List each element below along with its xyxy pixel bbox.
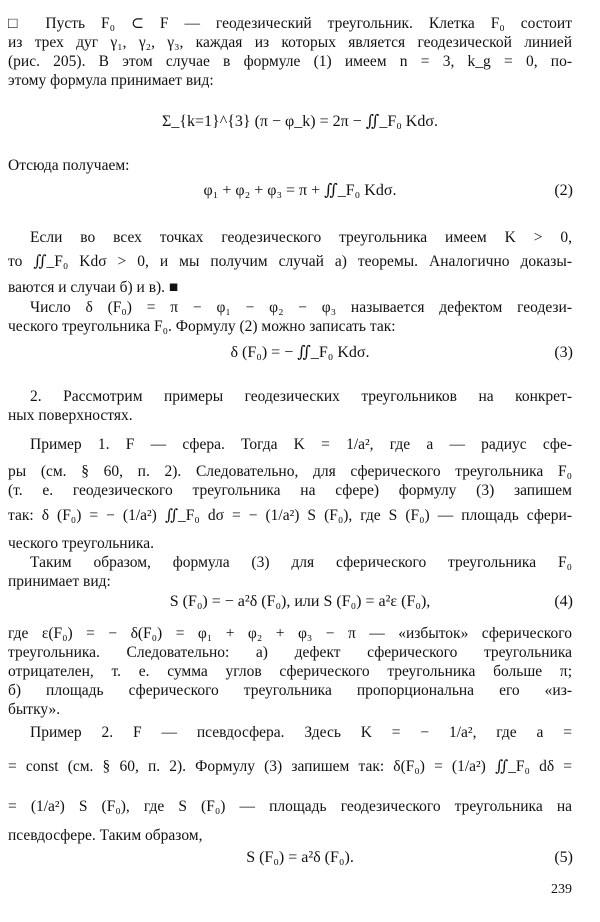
equation-number: (4) [554,593,573,610]
text-line: псевдосфере. Таким образом, [8,827,203,844]
text-line: Число δ (F₀) = π − φ₁ − φ₂ − φ₃ называется дефектом геодези- [30,299,572,316]
text-line: □ Пусть F₀ ⊂ F — геодезический треугольник. Клетка F₀ состоит [8,15,572,32]
example-heading: Пример 1. F — сфера. Тогда K = 1/a², где a — радиус сфе- [30,436,572,453]
formula-2: φ₁ + φ₂ + φ₃ = π + ∬_F₀ Kdσ. [203,182,397,199]
text-line: Отсюда получаем: [8,157,130,174]
section-heading: 2. Рассмотрим примеры геодезических треугольников на конкрет- [30,388,572,405]
text-line: (т. е. геодезического треугольника на сфере) формулу (3) запишем [8,482,572,499]
formula-1: Σ_{k=1}^{3} (π − φ_k) = 2π − ∬_F₀ Kdσ. [162,113,438,130]
text-line: из трех дуг γ₁, γ₂, γ₃, каждая из которых является геодезической линией [8,34,572,51]
text-line: б) площадь сферического треугольника пропорциональна его «из- [8,682,572,699]
text-line: ваются и случаи б) и в). ■ [8,279,179,296]
text-line: ры (см. § 60, п. 2). Следовательно, для сферического треугольника F₀ [8,463,572,480]
text-line: = (1/a²) S (F₀), где S (F₀) — площадь геодезического треугольника на [8,798,572,815]
text-line: так: δ (F₀) = − (1/a²) ∬_F₀ dσ = − (1/a²) S (F₀), где S (F₀) — площадь сфери- [8,507,572,524]
text-line: то ∬_F₀ Kdσ > 0, и мы получим случай а) теоремы. Аналогично доказы- [8,253,572,270]
formula-4: S (F₀) = − a²δ (F₀), или S (F₀) = a²ε (F₀), [169,593,431,610]
equation-number: (2) [554,182,573,199]
equation-number: (3) [554,344,573,361]
text-line: принимает вид: [8,573,111,590]
text-line: ческого треугольника F₀. Формулу (2) можно записать так: [8,318,396,335]
example-heading: Пример 2. F — псевдосфера. Здесь K = − 1/a², где a = [30,724,572,741]
text-line: Если во всех точках геодезического треугольника имеем K > 0, [30,229,572,246]
text-line: бытку». [8,701,61,718]
text-line: где ε(F₀) = − δ(F₀) = φ₁ + φ₂ + φ₃ − π — «избыток» сферического [8,625,572,642]
text-line: ческого треугольника. [8,535,154,552]
text-line: (рис. 205). В этом случае в формуле (1) имеем n = 3, k_g = 0, по- [8,53,572,70]
text-line: ных поверхностях. [8,407,133,424]
formula-5: S (F₀) = a²δ (F₀). [246,849,354,866]
text-line: = const (см. § 60, п. 2). Формулу (3) запишем так: δ(F₀) = (1/a²) ∬_F₀ dδ = [8,758,572,775]
equation-number: (5) [554,849,573,866]
text-line: Таким образом, формула (3) для сферического треугольника F₀ [30,554,572,571]
text-line: треугольника. Следовательно: а) дефект сферического треугольника [8,644,572,661]
page-number: 239 [551,882,572,897]
formula-3: δ (F₀) = − ∬_F₀ Kdσ. [230,344,370,361]
text-line: этому формула принимает вид: [8,72,214,89]
text-line: отрицателен, т. е. сумма углов сферического треугольника больше π; [8,663,572,680]
